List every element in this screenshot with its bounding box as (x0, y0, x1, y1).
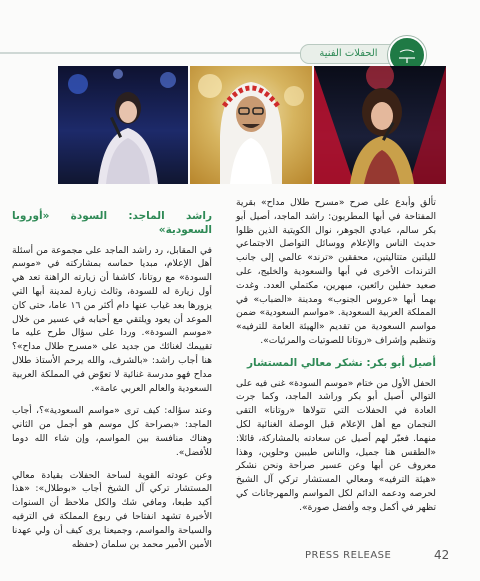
right-paragraph-2: الحفل الأول من ختام «موسم السودة» غنى فيه على التوالي أصيل أبو بكر وراشد الماجد، وكما جرت العادة في الحفلات التي تتولاها «روتانا» التقى النجمان مع أهل الإعلام قبل الوصلة الغنائية لكل منهما. فعبّر لهم أصيل عن سعادته بالمشاركة، قائلا: «الطقس هنا جميل، والناس طيبين وحلوين، وهذا معروف عن أبها وعن عسير صراحة ونحن نشكر «هيئة الترفيه» ومعالي المستشار تركي آل الشيخ لحرصه ودعمه الدائم لكل المواسم والمهرجانات كي تظهر في أكمل وجه وأفضل صورة». (236, 377, 436, 513)
right-heading: أصيل أبو بكر: نشكر معالي المستشار (246, 356, 436, 369)
left-paragraph-1: في المقابل، رد راشد الماجد على مجموعة من أسئلة أهل الإعلام، مبديا حماسه بمشاركته في «موسم السودة» مع روتانا، كاشفا أن زيارته الراهنة تعد هي أول زيارة له للسودة، وثالث زيارة لمدينة أبها التي يزورها بعد غياب عنها دام أكثر من ١٦ عاما، حتى كان الموعد أن يعود ويلتقي مع أحبابه في عسير من خلال «موسم السودة». وردا على سؤال طرح عليه ما تقييمك لغنائك من جديد على «مسرح طلال مداح»؟ هنا أجاب راشد: «بالشرف، والله يرحم الأستاذ طلال مداح فهو مدرسة غنائية لا تعوّض في المملكة العربية السعودية والعالم العربي عامة». (12, 244, 212, 394)
header-rule (0, 52, 300, 54)
singer-photo-right (314, 66, 446, 184)
singer-photo-left (58, 66, 188, 184)
footer-label: PRESS RELEASE (305, 550, 392, 561)
section-title: الحفلات الفنية (300, 44, 397, 64)
right-paragraph-1: تألق وأبدع على صرح «مسرح طلال مداح» بقرية المفتاحة في أبها المطربون: راشد الماجد، أصيل أبو بكر سالم، عبادي الجوهر، نوال الكويتية الذين ظلوا حديث الناس والإعلام ووسائل التواصل الاجتماعي لليلتين متتاليتين، محققين «ترند» عالمي إلى جانب الترندات الأخرى في أبها والسعودية والخليج، على صعيد حفلين رائعين، مبهرين، مكتملي العدد. وغدت بهما أبها «عروس الجنوب» ومدينة «الضباب» في المملكة العربية السعودية. «مواسم السعودية» ضمن مواسم السعودية من تقديم «الهيئة العامة للترفيه» وتنظيم وإشراف «روتانا للصوتيات والمرئيات». (236, 197, 436, 346)
left-column (12, 204, 212, 560)
left-paragraph-2: وعند سؤاله: كيف ترى «مواسم السعودية»؟، أجاب الماجد: «بصراحة كل موسم هو أجمل من الثاني وهناك منافسة بين المواسم، وإن شاء الله دوما للأفضل». (12, 405, 212, 458)
page-number: 42 (434, 548, 450, 562)
singer-photo-middle (190, 66, 312, 184)
left-heading: راشد الماجد: السودة «أوروبا السعودية» (12, 210, 212, 236)
left-paragraph-3: وعن عودته القوية لساحة الحفلات بقيادة معالي المستشار تركي آل الشيخ أجاب «بوطلال»: «هذا أكيد طبعا، ومافي شك والكل ملاحظ أن السنوات الأخيرة تشهد انفتاحا في ربوع المملكة في الترفيه والسياحة والمواسم، وجميعنا يرى كيف أن ولي عهدنا الأمين الأمير محمد بن سلمان (حفظه (12, 469, 212, 550)
right-column (236, 196, 436, 524)
